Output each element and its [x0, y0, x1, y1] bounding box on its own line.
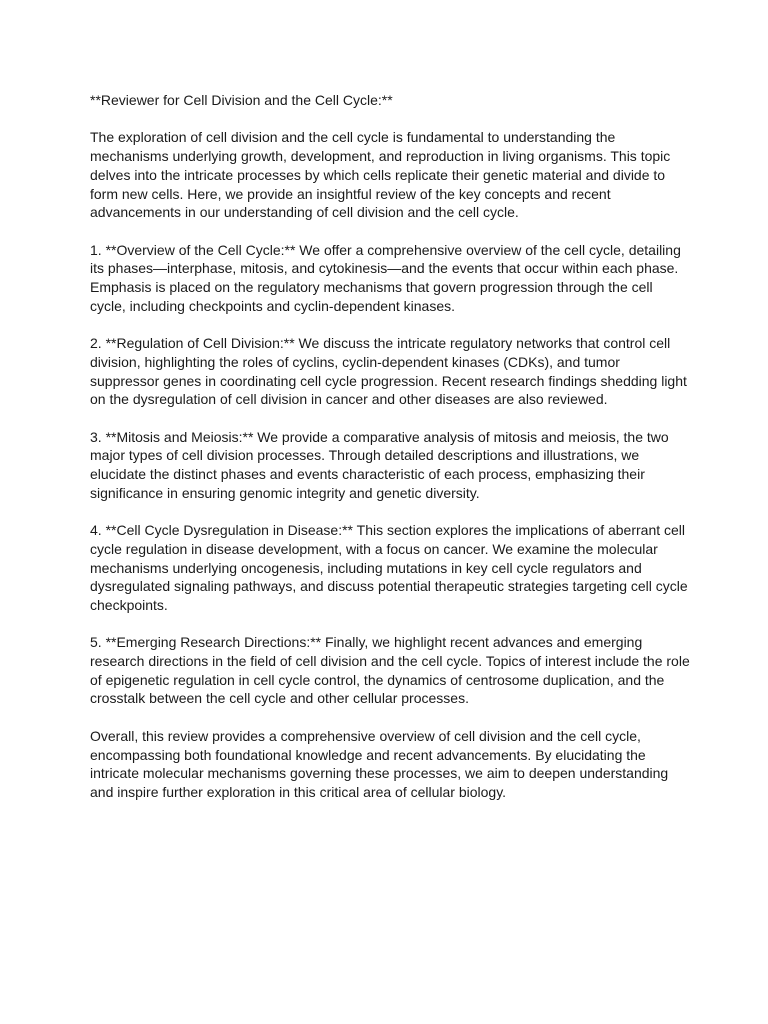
document-page — [90, 91, 690, 820]
section-emerging-research-paragraph: 5. **Emerging Research Directions:** Finally, we highlight recent advances and emerging research directions in the field of cell division and the cell cycle. Topics of interest include the role of epigenetic regulation in cell cycle control, the dynamics of centrosome duplication, and the crosstalk between the cell cycle and other cellular processes. — [90, 634, 690, 707]
document-title: **Reviewer for Cell Division and the Cell Cycle:** — [90, 92, 393, 108]
section-mitosis-meiosis-paragraph: 3. **Mitosis and Meiosis:** We provide a comparative analysis of mitosis and meiosis, the two major types of cell division processes. Through detailed descriptions and illustrations, we elucidate the distinct phases and events characteristic of each process, emphasizing their significance in ensuring genomic integrity and genetic diversity. — [90, 428, 669, 501]
conclusion-paragraph: Overall, this review provides a comprehensive overview of cell division and the cell cycle, encompassing both foundational knowledge and recent advancements. By elucidating the intricate molecular mechanisms governing these processes, we aim to deepen understanding and inspire further exploration in this critical area of cellular biology. — [90, 727, 669, 800]
section-overview-paragraph: 1. **Overview of the Cell Cycle:** We offer a comprehensive overview of the cell cycle, detailing its phases—interphase, mitosis, and cytokinesis—and the events that occur within each phase. Emphasis is placed on the regulatory mechanisms that govern progression through the cell cycle, including checkpoints and cyclin-dependent kinases. — [90, 241, 681, 314]
section-dysregulation-paragraph: 4. **Cell Cycle Dysregulation in Disease:** This section explores the implications of aberrant cell cycle regulation in disease development, with a focus on cancer. We examine the molecular mechanisms underlying oncogenesis, including mutations in key cell cycle regulators and dysregulated signaling pathways, and discuss potential therapeutic strategies targeting cell cycle checkpoints. — [90, 522, 688, 613]
section-regulation-paragraph: 2. **Regulation of Cell Division:** We discuss the intricate regulatory networks that control cell division, highlighting the roles of cyclins, cyclin-dependent kinases (CDKs), and tumor suppressor genes in coordinating cell cycle progression. Recent research findings shedding light on the dysregulation of cell division in cancer and other diseases are also reviewed. — [90, 335, 687, 408]
intro-paragraph: The exploration of cell division and the cell cycle is fundamental to understanding the mechanisms underlying growth, development, and reproduction in living organisms. This topic delves into the intricate processes by which cells replicate their genetic material and divide to form new cells. Here, we provide an insightful review of the key concepts and recent advancements in our understanding of cell division and the cell cycle. — [90, 129, 671, 221]
